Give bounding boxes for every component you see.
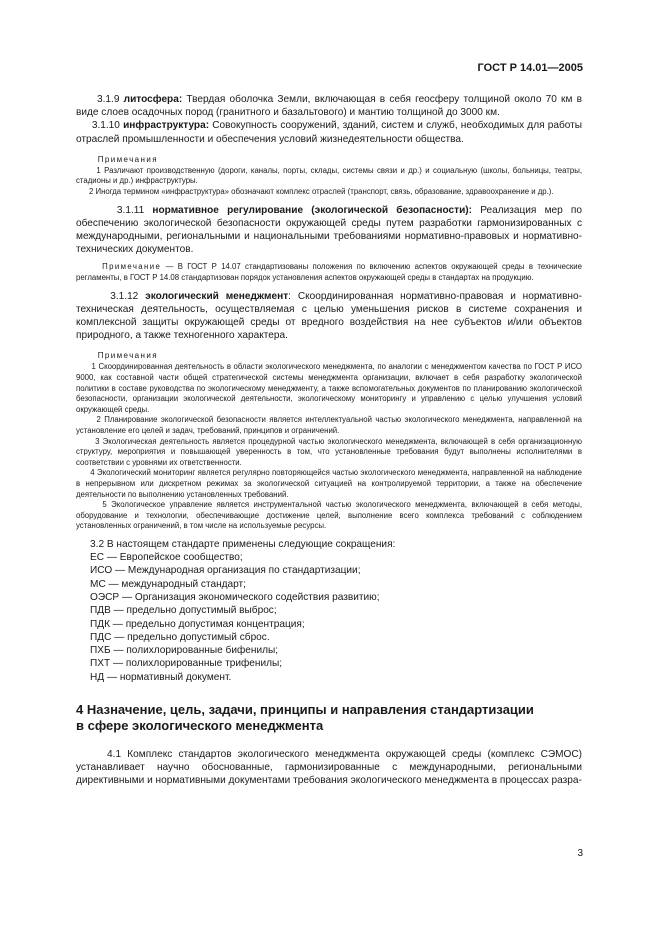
definition: Совокупность сооружений, зданий, систем и служб, необходимых для работы отраслей промышленности и обеспечения условий жизнедеятельности общества.: [76, 120, 582, 145]
page-number: 3: [577, 848, 583, 859]
clause-3-1-12: [76, 290, 582, 343]
abbreviation-item: ПДВ — предельно допустимый выброс;: [90, 605, 277, 617]
abbreviation-item: ПДК — предельно допустимая концентрация;: [90, 618, 305, 630]
document-header: ГОСТ Р 14.01—2005: [477, 62, 583, 74]
note-single: Примечание — В ГОСТ Р 14.07 стандартизованы положения по включению аспектов окружающей среды в технические регламенты, в ГОСТ Р 14.08 стандартизован порядок установления аспектов окружающей среды в стандартах на продукцию.: [76, 262, 582, 282]
term: инфраструктура:: [123, 120, 210, 132]
clause-3-1-10: [76, 119, 582, 145]
document-body: [76, 93, 582, 788]
note-item: 3 Экологическая деятельность является процедурной частью экологического менеджмента, включающей в себя организационную структуру, мероприятия и повышающей уверенность в том, что установленные требования будут выполнены исполнителями в соответствии с уровнями их ответственности.: [76, 436, 583, 467]
abbreviation-item: ЕС — Европейское сообщество;: [90, 552, 243, 564]
note-item: 2 Иногда термином «инфраструктура» обозначают комплекс отраслей (транспорт, связь, образование, здравоохранение и др.).: [89, 187, 554, 196]
section-4-title: 4 Назначение, цель, задачи, принципы и направления стандартизации в сфере экологического менеджмента: [76, 702, 534, 734]
note-item: 2 Планирование экологической безопасности является интеллектуальной частью экологического менеджмента, направленной на установление его целей и задач, требований, принципов и ограничений.: [76, 415, 582, 435]
clause-3-1-9: [76, 93, 582, 119]
clause-3-1-11: [76, 204, 582, 257]
definition: Реализация мер по обеспечению экологической безопасности окружающей среды путем разработки гармонизированных с международными, региональными и национальными требованиями нормативно-правовых и нормативно-технических документов.: [76, 204, 582, 256]
abbreviation-item: НД — нормативный документ.: [90, 671, 232, 683]
note-item: 5 Экологическое управление является инструментальной частью экологического менеджмента, включающей в себя методы, оборудование и технологии, обеспечивающие достижение целей, выполнение всего комплекса требований с соблюдением установленных ограничений, в том числе на используемые ресурсы.: [76, 500, 582, 531]
term: литосфера:: [123, 94, 183, 105]
definition: Твердая оболочка Земли, включающая в себя геосферу толщиной около 70 км в виде слоев осадочных пород (гранитного и базальтового) и мантию толщиной до 3000 км.: [76, 94, 582, 119]
abbreviation-item: МС — международный стандарт;: [90, 578, 246, 590]
clause-number: 3.1.9: [97, 94, 120, 105]
note-item: 1 Различают производственную (дороги, каналы, порты, склады, системы связи и др.) и социальную (школы, больницы, театры, стадионы и др.) инфраструктуры.: [76, 165, 582, 186]
clause-number: 3.1.10: [91, 120, 120, 132]
abbreviation-item: ПХБ — полихлорированные бифенилы;: [90, 645, 279, 657]
notes-heading: Примечания: [97, 154, 158, 164]
definition: : Скоординированная нормативно-правовая и нормативно-техническая деятельность, осуществляемая с целью уменьшения рисков в системе сохранения и комплексной защиты окружающей среды от вредного воздействия на нее субъектов и/или объектов природного, а также техногенного характера.: [76, 290, 582, 342]
term: нормативное регулирование (экологической безопасности):: [152, 204, 473, 216]
abbreviation-item: ПДС — предельно допустимый сброс.: [90, 631, 270, 643]
clause-number: 3.1.12: [110, 290, 139, 302]
abbreviation-item: ОЭСР — Организация экономического содействия развитию;: [90, 592, 380, 603]
abbreviation-item: ИСО — Международная организация по стандартизации;: [90, 565, 361, 577]
note-item: 4 Экологический мониторинг является регулярно повторяющейся частью экологического менеджмента, направленной на наблюдение в непрерывном или дискретном режимах за экологической ситуацией на контролируемой территории, а также на обеспечение деятельности по выполнению установленных требований.: [76, 468, 582, 499]
abbreviations-list: [76, 551, 582, 684]
clause-4-1: 4.1 Комплекс стандартов экологического менеджмента окружающей среды (комплекс СЭМОС) устанавливает научно обоснованные, гармонизированные с международными, региональными директивными и нормативными документами требования экологического менеджмента в процессах разра-: [76, 749, 582, 787]
clause-number: 3.1.11: [116, 204, 145, 216]
abbreviation-item: ПХТ — полихлорированные трифенилы;: [90, 658, 283, 670]
clause-3-2: 3.2 В настоящем стандарте применены следующие сокращения:: [90, 538, 396, 550]
notes-heading: Примечания: [97, 351, 158, 361]
note-item: 1 Скоординированная деятельность в области экологического менеджмента, по аналогии с менеджментом качества по ГОСТ Р ИСО 9000, как составной части общей стратегической системы менеджмента организации, включает в себя разработку экологической политики в составе руководства по экологическому менеджменту, а также вспомогательных документов по планированию экологической безопасности, организации экологической деятельности, экологическому мониторингу и управлению с целью улучшения условий окружающей среды.: [76, 362, 582, 414]
term: экологический менеджмент: [145, 290, 289, 302]
